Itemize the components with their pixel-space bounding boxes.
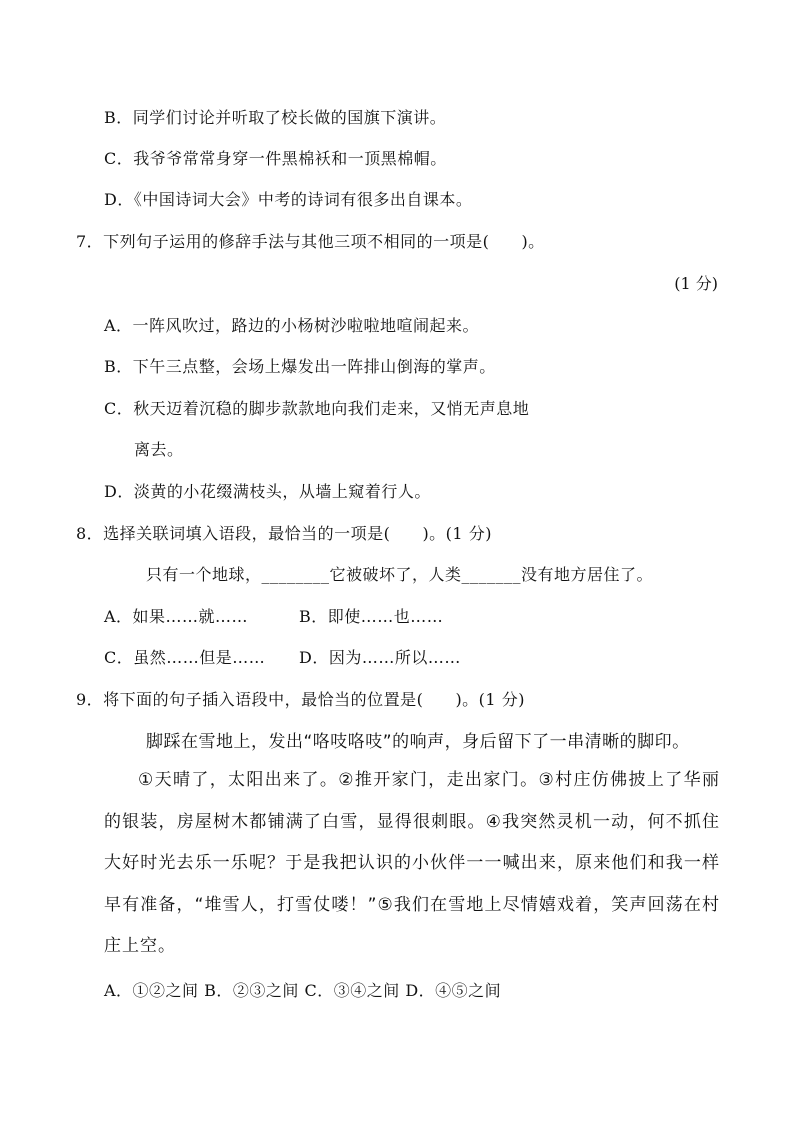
q8-stem-before: 8．选择关联词填入语段，最恰当的一项是(: [76, 524, 391, 543]
q7-option-d[interactable]: D．淡黄的小花缀满枝头，从墙上窥着行人。: [104, 482, 431, 501]
q8-option-d[interactable]: D．因为……所以……: [299, 648, 461, 667]
q7-option-b[interactable]: B．下午三点整，会场上爆发出一阵排山倒海的掌声。: [104, 357, 496, 376]
q8-sentence: 只有一个地球，________它被破坏了，人类_______没有地方居住了。: [146, 565, 654, 584]
q9-stem: [76, 689, 525, 711]
q9-options[interactable]: A．①②之间 B．②③之间 C．③④之间 D．④⑤之间: [104, 981, 502, 1000]
q9-stem-before: 9．将下面的句子插入语段中，最恰当的位置是(: [76, 690, 424, 709]
q7-stem: [76, 231, 545, 253]
q9-sentence: 脚踩在雪地上，发出“咯吱咯吱”的响声，身后留下了一串清晰的脚印。: [146, 732, 690, 752]
q9-stem-after: )。(1 分): [455, 690, 525, 709]
q7-option-c-line1[interactable]: C．秋天迈着沉稳的脚步款款地向我们走来，又悄无声息地: [104, 399, 530, 418]
q9-passage: ①天晴了，太阳出来了。②推开家门，走出家门。③村庄仿佛披上了华丽的银装，房屋树木都铺满了白雪，显得很刺眼。④我突然灵机一动，何不抓住大好时光去乐一乐呢？于是我把认识的小伙伴一一喊出来，原来他们和我一样早有准备，“堆雪人，打雪仗喽！”⑤我们在雪地上尽情嬉戏着，笑声回荡在村庄上空。: [104, 770, 720, 956]
q8-stem: [76, 523, 492, 545]
q7-stem-after: )。: [521, 232, 545, 251]
q6-option-c[interactable]: C．我爷爷常常身穿一件黑棉袄和一顶黑棉帽。: [104, 149, 447, 168]
q8-option-a[interactable]: A．如果……就……: [104, 607, 249, 626]
q7-option-c-line2[interactable]: 离去。: [134, 440, 184, 459]
q8-option-c[interactable]: C．虽然……但是……: [104, 648, 266, 667]
q8-option-b[interactable]: B．即使……也……: [299, 607, 444, 626]
q7-score: (1 分): [674, 274, 718, 293]
q8-stem-after: )。(1 分): [422, 524, 492, 543]
q6-option-b[interactable]: B．同学们讨论并听取了校长做的国旗下演讲。: [104, 108, 447, 127]
q6-option-d[interactable]: D．《中国诗词大会》中考的诗词有很多出自课本。: [104, 190, 473, 209]
q7-stem-before: 7．下列句子运用的修辞手法与其他三项不相同的一项是(: [76, 232, 490, 251]
q7-option-a[interactable]: A．一阵风吹过，路边的小杨树沙啦啦地喧闹起来。: [104, 316, 480, 335]
